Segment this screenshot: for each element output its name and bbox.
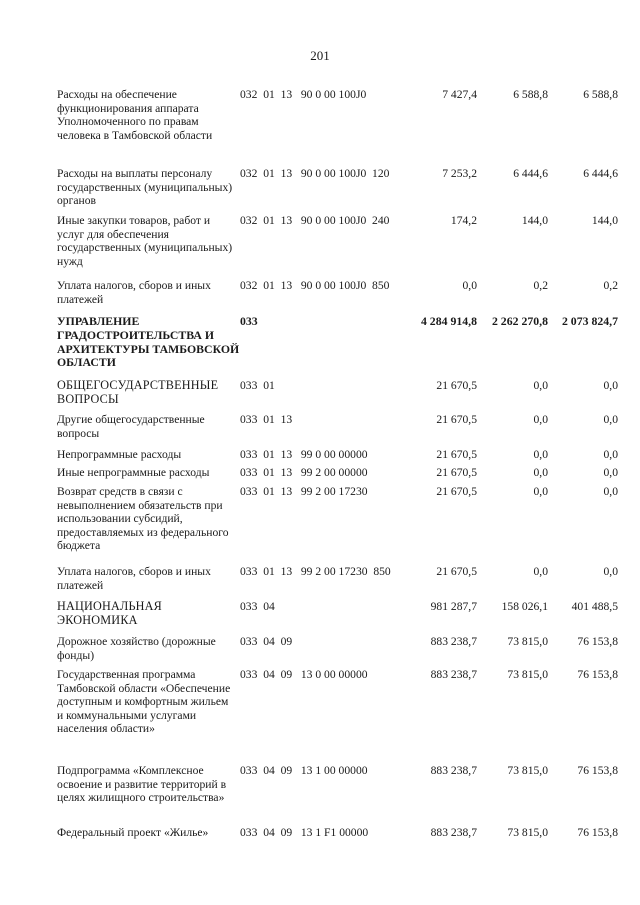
row-value-3: 401 488,5 xyxy=(571,600,618,613)
row-name: Возврат средств в связи с невыполнением обязательств при использовании субсидий, предоставляемых из федерального бюджета xyxy=(57,485,229,553)
row-name: Расходы на обеспечение функционирования аппарата Уполномоченного по правам человека в Тамбовской области xyxy=(57,88,213,142)
row-name: Дорожное хозяйство (дорожные фонды) xyxy=(57,635,216,662)
row-code: 033 01 13 99 0 00 00000 xyxy=(240,448,368,461)
row-value-3: 76 153,8 xyxy=(577,635,618,648)
row-value-2: 0,0 xyxy=(533,448,548,461)
row-value-3: 76 153,8 xyxy=(577,826,618,839)
row-code: 033 01 xyxy=(240,379,275,392)
row-name: Уплата налогов, сборов и иных платежей xyxy=(57,279,211,306)
row-code: 032 01 13 90 0 00 100J0 120 xyxy=(240,167,390,180)
row-code: 033 01 13 xyxy=(240,413,293,426)
row-value-3: 0,2 xyxy=(603,279,618,292)
row-value-1: 0,0 xyxy=(462,279,477,292)
row-code: 032 01 13 90 0 00 100J0 xyxy=(240,88,367,101)
row-value-2: 73 815,0 xyxy=(507,668,548,681)
row-value-1: 21 670,5 xyxy=(436,413,477,426)
row-code: 033 04 09 13 1 00 00000 xyxy=(240,764,368,777)
row-value-1: 981 287,7 xyxy=(430,600,477,613)
row-value-1: 21 670,5 xyxy=(436,565,477,578)
row-value-1: 4 284 914,8 xyxy=(420,314,477,328)
row-value-3: 0,0 xyxy=(603,565,618,578)
row-value-2: 0,0 xyxy=(533,379,548,392)
row-name: Расходы на выплаты персоналу государственных (муниципальных) органов xyxy=(57,167,233,208)
row-value-3: 2 073 824,7 xyxy=(561,314,618,328)
row-code: 033 04 xyxy=(240,600,275,613)
row-code: 033 04 09 xyxy=(240,635,293,648)
row-name: Уплата налогов, сборов и иных платежей xyxy=(57,565,211,592)
row-value-1: 21 670,5 xyxy=(436,466,477,479)
row-value-2: 0,0 xyxy=(533,485,548,498)
row-value-3: 76 153,8 xyxy=(577,668,618,681)
row-value-2: 0,0 xyxy=(533,565,548,578)
row-code: 033 01 13 99 2 00 17230 850 xyxy=(240,565,391,578)
row-value-1: 883 238,7 xyxy=(430,668,477,681)
row-name: Подпрограмма «Комплексное освоение и развитие территорий в целях жилищного строительства» xyxy=(57,764,227,805)
row-value-2: 0,0 xyxy=(533,413,548,426)
row-value-2: 0,2 xyxy=(533,279,548,292)
row-value-1: 883 238,7 xyxy=(430,635,477,648)
row-value-2: 73 815,0 xyxy=(507,635,548,648)
row-name: УПРАВЛЕНИЕ ГРАДОСТРОИТЕЛЬСТВА И АРХИТЕКТУРЫ ТАМБОВСКОЙ ОБЛАСТИ xyxy=(57,314,240,370)
row-value-1: 883 238,7 xyxy=(430,764,477,777)
row-code: 033 04 09 13 0 00 00000 xyxy=(240,668,368,681)
row-value-3: 6 588,8 xyxy=(583,88,618,101)
row-value-2: 73 815,0 xyxy=(507,826,548,839)
row-value-1: 7 253,2 xyxy=(442,167,477,180)
row-value-2: 158 026,1 xyxy=(501,600,548,613)
row-code: 032 01 13 90 0 00 100J0 850 xyxy=(240,279,390,292)
row-name: Государственная программа Тамбовской области «Обеспечение доступным и комфортным жильем и коммунальными услугами населения области» xyxy=(57,668,231,736)
row-code: 033 01 13 99 2 00 00000 xyxy=(240,466,368,479)
row-value-2: 6 588,8 xyxy=(513,88,548,101)
row-value-3: 0,0 xyxy=(603,485,618,498)
row-name: Другие общегосударственные вопросы xyxy=(57,413,205,440)
row-name: ОБЩЕГОСУДАРСТВЕННЫЕ ВОПРОСЫ xyxy=(57,378,219,406)
row-name: Иные непрограммные расходы xyxy=(57,466,210,479)
row-value-2: 2 262 270,8 xyxy=(491,314,548,328)
row-value-2: 144,0 xyxy=(521,214,548,227)
row-name: Иные закупки товаров, работ и услуг для обеспечения государственных (муниципальных) нужд xyxy=(57,214,233,268)
row-value-3: 76 153,8 xyxy=(577,764,618,777)
row-name: НАЦИОНАЛЬНАЯ ЭКОНОМИКА xyxy=(57,599,163,627)
row-value-3: 0,0 xyxy=(603,466,618,479)
row-code: 033 01 13 99 2 00 17230 xyxy=(240,485,368,498)
row-value-1: 7 427,4 xyxy=(442,88,477,101)
row-code: 032 01 13 90 0 00 100J0 240 xyxy=(240,214,390,227)
row-name: Федеральный проект «Жилье» xyxy=(57,826,209,839)
row-value-3: 6 444,6 xyxy=(583,167,618,180)
row-value-1: 21 670,5 xyxy=(436,485,477,498)
row-value-3: 0,0 xyxy=(603,448,618,461)
row-value-2: 6 444,6 xyxy=(513,167,548,180)
page-number: 201 xyxy=(310,48,330,63)
row-code: 033 04 09 13 1 F1 00000 xyxy=(240,826,369,839)
row-value-3: 0,0 xyxy=(603,413,618,426)
row-value-1: 174,2 xyxy=(450,214,477,227)
row-value-2: 73 815,0 xyxy=(507,764,548,777)
row-value-2: 0,0 xyxy=(533,466,548,479)
row-code: 033 xyxy=(240,314,258,328)
row-value-1: 883 238,7 xyxy=(430,826,477,839)
row-name: Непрограммные расходы xyxy=(57,448,182,461)
row-value-3: 0,0 xyxy=(603,379,618,392)
row-value-1: 21 670,5 xyxy=(436,379,477,392)
row-value-3: 144,0 xyxy=(591,214,618,227)
row-value-1: 21 670,5 xyxy=(436,448,477,461)
